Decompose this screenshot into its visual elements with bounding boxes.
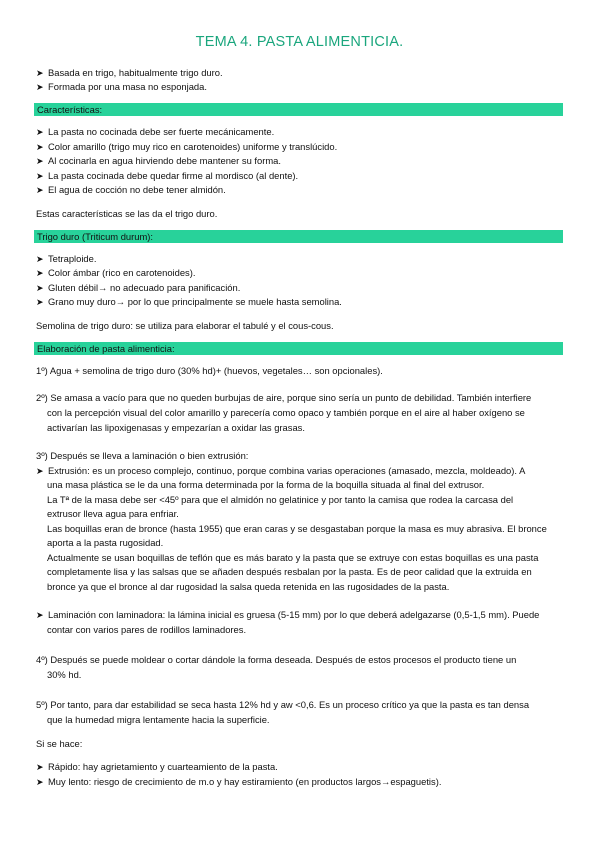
arrow-bullet-icon: ➤ bbox=[36, 142, 44, 152]
arrow-bullet-icon: ➤ bbox=[36, 68, 44, 78]
list-item bbox=[36, 282, 240, 294]
paragraph: Si se hace: bbox=[36, 738, 83, 749]
section-header-label: Trigo duro (Triticum durum): bbox=[37, 231, 153, 242]
intro-text: Basada en trigo, habitualmente trigo duro. bbox=[48, 67, 223, 78]
extrusion-line: Actualmente se usan boquillas de teflón que es más barato y la pasta que se extruye con estas boquillas es una pasta bbox=[47, 552, 539, 563]
list-item-text: Muy lento: riesgo de crecimiento de m.o y hay estiramiento (en productos largos→espaguetis). bbox=[48, 776, 442, 787]
list-item-text: La pasta cocinada debe quedar firme al mordisco (al dente). bbox=[48, 170, 299, 181]
list-item-text: La pasta no cocinada debe ser fuerte mecánicamente. bbox=[48, 126, 275, 137]
section-header-elaboracion bbox=[34, 342, 563, 355]
list-item bbox=[36, 296, 342, 308]
list-item bbox=[36, 253, 96, 265]
list-item bbox=[36, 267, 195, 279]
step-5-line: que la humedad migra lentamente hacia la superficie. bbox=[47, 714, 270, 725]
list-item-text: El agua de cocción no debe tener almidón. bbox=[48, 184, 226, 195]
arrow-bullet-icon: ➤ bbox=[36, 156, 44, 166]
arrow-bullet-icon: ➤ bbox=[36, 82, 44, 92]
step-4-line: 30% hd. bbox=[47, 669, 82, 680]
step-1: 1º) Agua + semolina de trigo duro (30% hd)+ (huevos, vegetales… son opcionales). bbox=[36, 365, 383, 376]
arrow-bullet-icon: ➤ bbox=[36, 171, 44, 181]
extrusion-line: aporta a la pasta rugosidad. bbox=[47, 537, 164, 548]
extrusion-line: Las boquillas eran de bronce (hasta 1955) que eran caras y se desgastaban porque la masa es muy abrasiva. El bronce bbox=[47, 523, 547, 534]
list-item bbox=[36, 126, 274, 138]
extrusion-line: extrusor lleva agua para enfriar. bbox=[47, 508, 179, 519]
paragraph: Estas características se las da el trigo duro. bbox=[36, 208, 218, 219]
extrusion-text: Extrusión: es un proceso complejo, continuo, porque combina varias operaciones (amasado, mezcla, moldeado). A bbox=[48, 465, 526, 476]
extrusion-item bbox=[36, 465, 525, 477]
extrusion-line: completamente lisa y las salsas que se añaden después resbalan por la pasta. Es de peor calidad que la extruida en bbox=[47, 566, 532, 577]
list-item-text: Tetraploide. bbox=[48, 253, 97, 264]
arrow-bullet-icon: ➤ bbox=[36, 762, 44, 772]
list-item-text: Color ámbar (rico en carotenoides). bbox=[48, 267, 196, 278]
step-2-line: activarían las lipoxigenasas y empezarían a oxidar las grasas. bbox=[47, 422, 305, 433]
list-item bbox=[36, 141, 337, 153]
list-item-text: Rápido: hay agrietamiento y cuarteamiento de la pasta. bbox=[48, 761, 278, 772]
list-item bbox=[36, 155, 281, 167]
arrow-bullet-icon: ➤ bbox=[36, 466, 44, 476]
list-item-text: Al cocinarla en agua hirviendo debe mantener su forma. bbox=[48, 155, 281, 166]
arrow-bullet-icon: ➤ bbox=[36, 268, 44, 278]
arrow-bullet-icon: ➤ bbox=[36, 127, 44, 137]
extrusion-line: La Tª de la masa debe ser <45º para que el almidón no gelatinice y por tanto la camisa que rodea la carcasa del bbox=[47, 494, 514, 505]
step-5-line: 5º) Por tanto, para dar estabilidad se seca hasta 12% hd y aw <0,6. Es un proceso crítico ya que la pasta es tan densa bbox=[36, 699, 530, 710]
laminacion-text: Laminación con laminadora: la lámina inicial es gruesa (5-15 mm) por lo que deberá adelgazarse (0,5-1,5 mm). Puede bbox=[48, 609, 540, 620]
arrow-bullet-icon: ➤ bbox=[36, 610, 44, 620]
list-item bbox=[36, 184, 226, 196]
extrusion-line: bronce ya que el bronce al dar rugosidad la salsa queda retenida en las rugosidades de la pasta. bbox=[47, 581, 450, 592]
list-item-text: Grano muy duro→ por lo que principalmente se muele hasta semolina. bbox=[48, 296, 342, 307]
step-4-line: 4º) Después se puede moldear o cortar dándole la forma deseada. Después de estos procesos el producto tiene un bbox=[36, 654, 517, 665]
laminacion-line: contar con varios pares de rodillos laminadores. bbox=[47, 624, 247, 635]
intro-item bbox=[36, 81, 207, 93]
list-item bbox=[36, 761, 278, 773]
arrow-bullet-icon: ➤ bbox=[36, 297, 44, 307]
intro-text: Formada por una masa no esponjada. bbox=[48, 81, 207, 92]
extrusion-line: una masa plástica se le da una forma determinada por la forma de la boquilla situada al final del extrusor. bbox=[47, 479, 485, 490]
intro-item bbox=[36, 67, 223, 79]
arrow-bullet-icon: ➤ bbox=[36, 185, 44, 195]
step-2-line: con la percepción visual del color amarillo y parecería como opaco y también porque en el aire al haber oxígeno se bbox=[47, 407, 525, 418]
list-item bbox=[36, 170, 298, 182]
list-item bbox=[36, 776, 441, 788]
page-title: TEMA 4. PASTA ALIMENTICIA. bbox=[195, 34, 404, 50]
step-3: 3º) Después se lleva a laminación o bien extrusión: bbox=[36, 450, 249, 461]
step-2-line: 2º) Se amasa a vacío para que no queden burbujas de aire, porque sino sería un punto de debilidad. También interfiere bbox=[36, 392, 532, 403]
laminacion-item bbox=[36, 609, 539, 621]
list-item-text: Gluten débil→ no adecuado para panificación. bbox=[48, 282, 241, 293]
section-header-label: Características: bbox=[37, 104, 103, 115]
arrow-bullet-icon: ➤ bbox=[36, 777, 44, 787]
arrow-bullet-icon: ➤ bbox=[36, 254, 44, 264]
arrow-bullet-icon: ➤ bbox=[36, 283, 44, 293]
paragraph: Semolina de trigo duro: se utiliza para elaborar el tabulé y el cous-cous. bbox=[36, 320, 334, 331]
list-item-text: Color amarillo (trigo muy rico en carotenoides) uniforme y translúcido. bbox=[48, 141, 338, 152]
section-header-trigo-duro bbox=[34, 230, 563, 243]
section-header-label: Elaboración de pasta alimenticia: bbox=[37, 343, 175, 354]
section-header-caracteristicas bbox=[34, 103, 563, 116]
